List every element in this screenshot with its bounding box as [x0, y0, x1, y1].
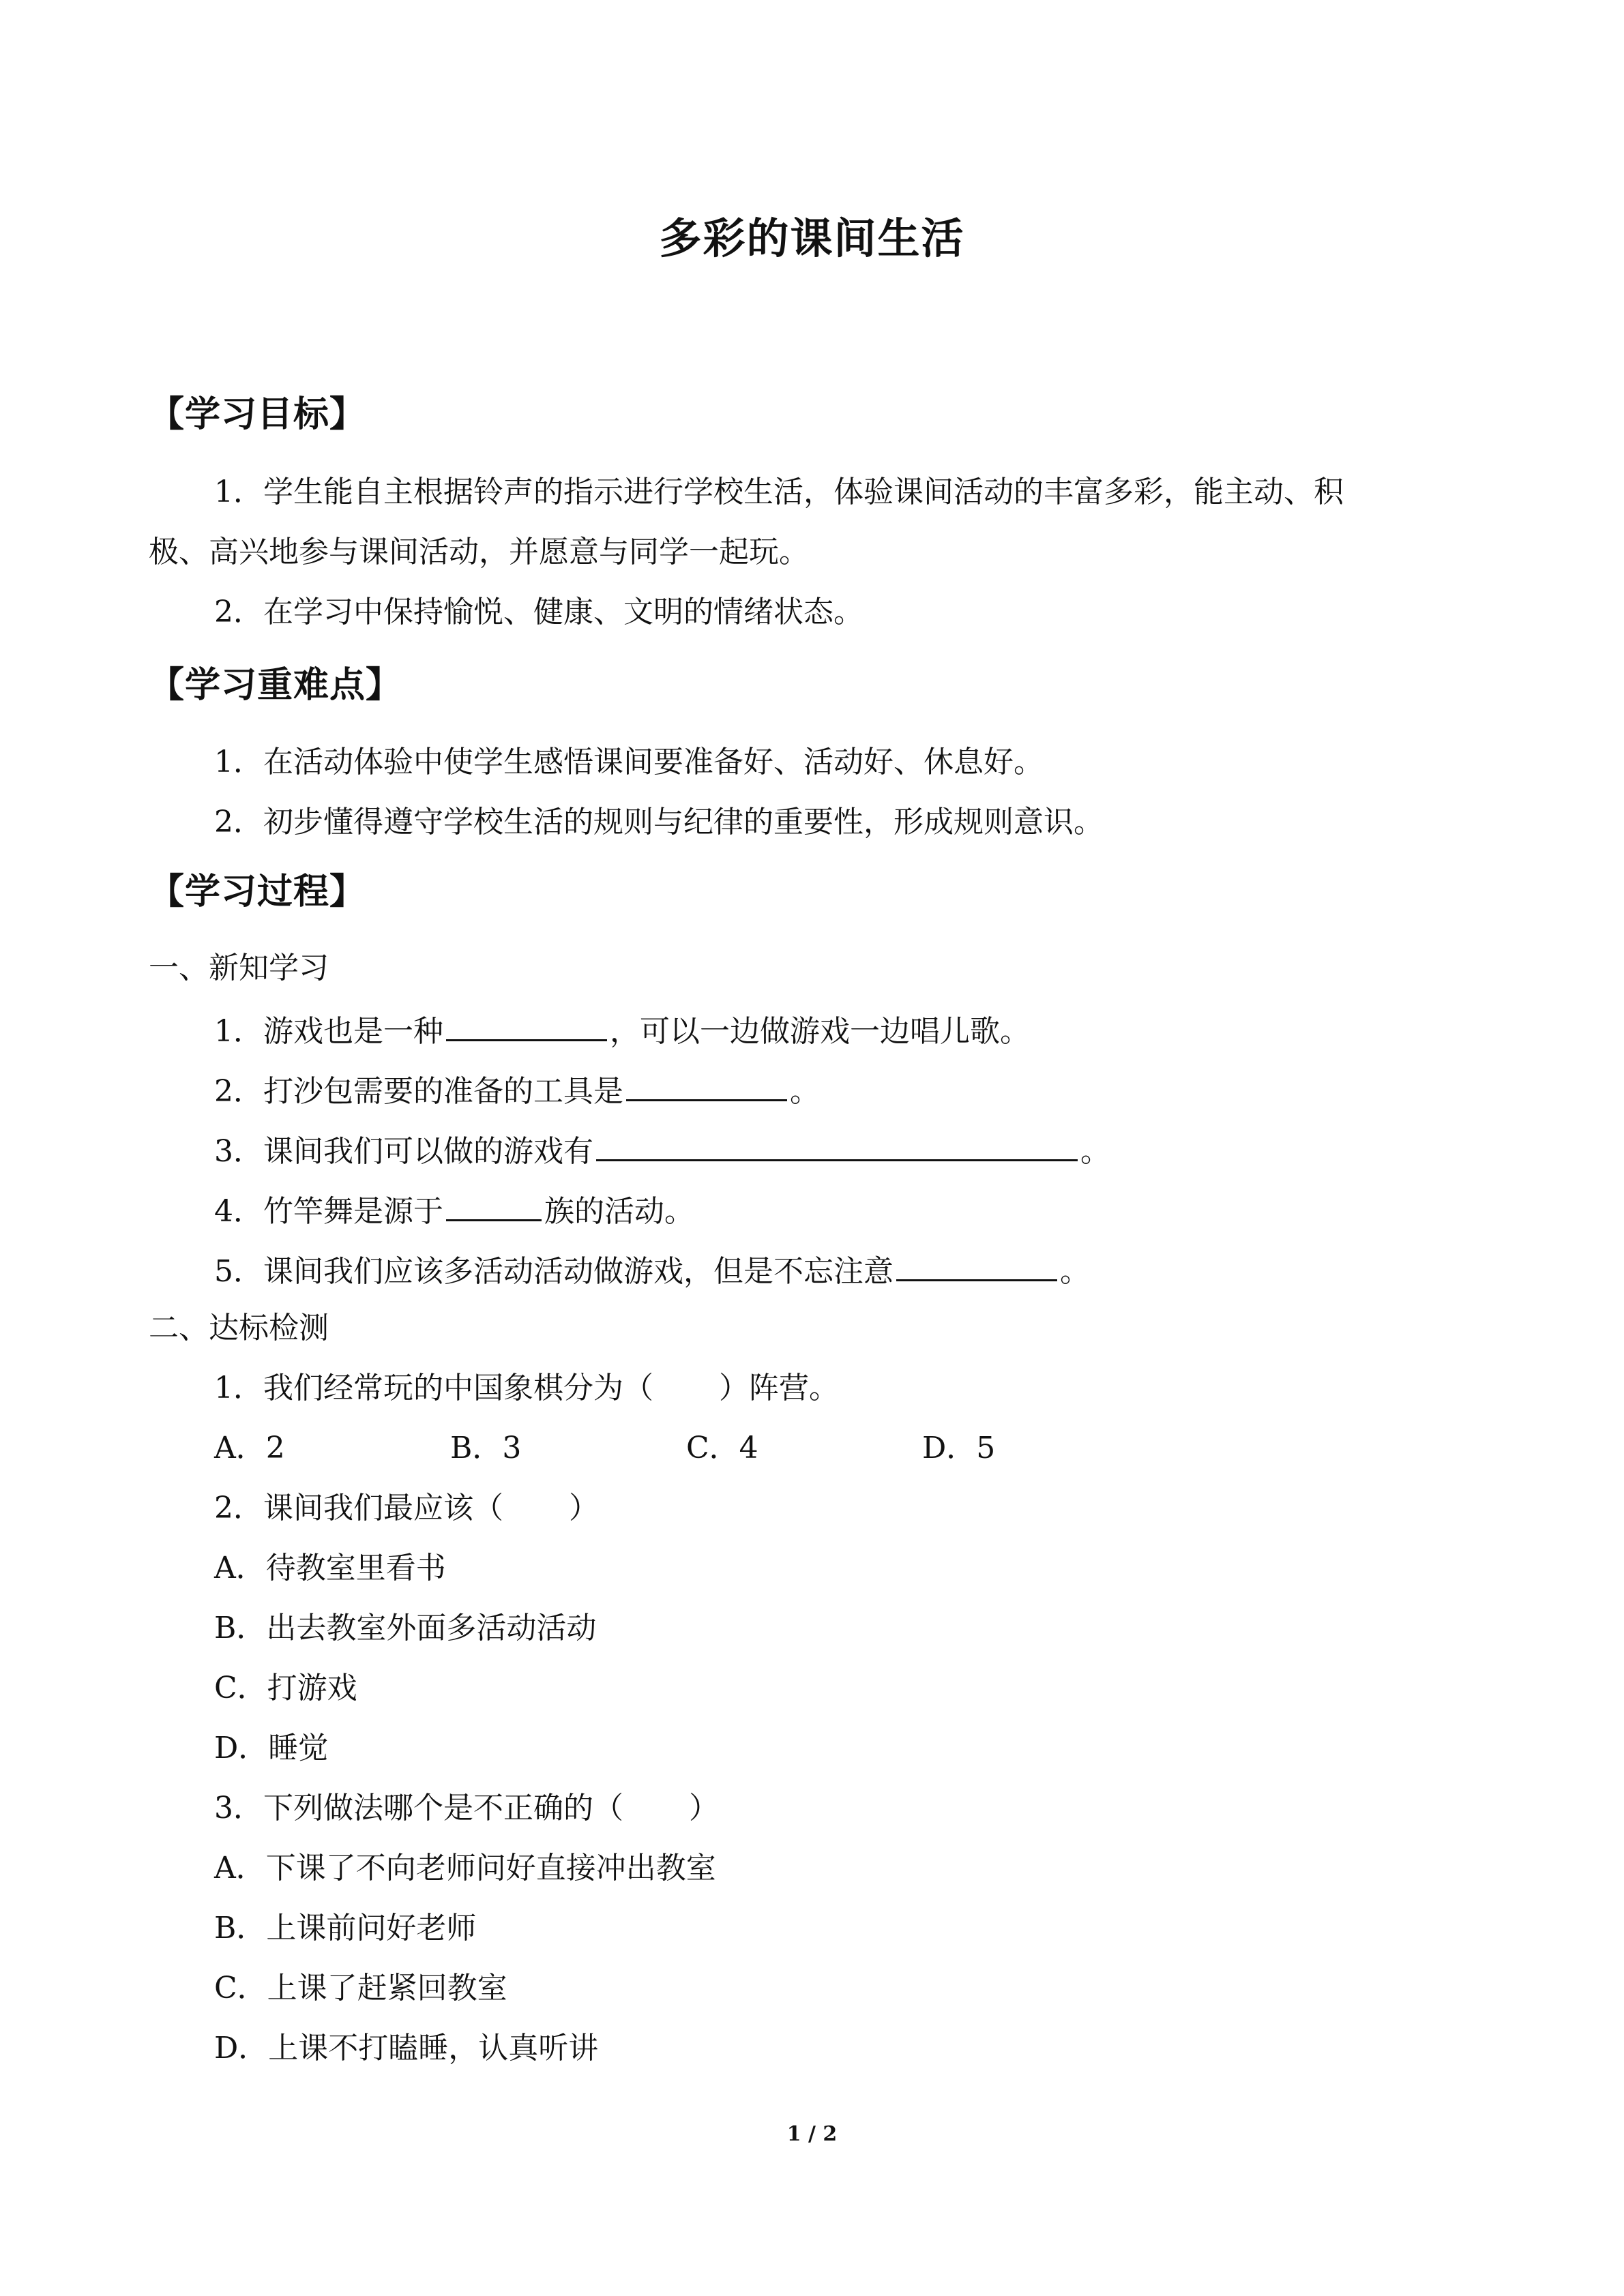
q3-option-d: D．上课不打瞌睡，认真听讲: [214, 2031, 599, 2066]
fill-question-4-text: 4．竹竿舞是源于: [214, 1194, 443, 1229]
section-heading-process: 【学习过程】: [149, 871, 366, 912]
choice-question-1-text-after: ）阵营。: [719, 1371, 839, 1405]
answer-blank: [626, 1068, 787, 1101]
choice-question-1: [214, 1368, 839, 1409]
fill-question-3: [214, 1128, 1110, 1172]
q1-option-d: D．5: [922, 1431, 996, 1465]
q3-option-b: B．上课前问好老师: [214, 1911, 477, 1945]
fill-question-2-text: 2．打沙包需要的准备的工具是: [214, 1074, 623, 1109]
section-heading-key-points: 【学习重难点】: [149, 665, 402, 706]
answer-blank: [596, 1128, 1078, 1161]
choice-question-3-text: 3．下列做法哪个是不正确的（: [214, 1791, 623, 1825]
q3-option-c: C．上课了赶紧回教室: [214, 1971, 507, 2006]
fill-question-2-text-after: 。: [790, 1074, 820, 1109]
choice-question-2-text-after: ）: [569, 1491, 599, 1525]
goal-item-1-line-1: 1．学生能自主根据铃声的指示进行学校生活，体验课间活动的丰富多彩，能主动、积: [214, 475, 1344, 509]
choice-question-2-text: 2．课间我们最应该（: [214, 1491, 503, 1525]
q2-option-d: D．睡觉: [214, 1731, 329, 1765]
fill-question-1: [214, 1008, 1030, 1052]
q2-option-b: B．出去教室外面多活动活动: [214, 1611, 597, 1645]
q1-option-a: A．2: [214, 1431, 285, 1465]
fill-question-1-text: 1．游戏也是一种: [214, 1014, 443, 1049]
fill-question-4: [214, 1188, 694, 1232]
q2-option-c: C．打游戏: [214, 1671, 357, 1705]
answer-blank: [446, 1188, 542, 1221]
fill-question-5: [214, 1248, 1090, 1292]
fill-question-5-text: 5．课间我们应该多活动活动做游戏，但是不忘注意: [214, 1254, 894, 1289]
answer-blank: [896, 1248, 1057, 1281]
choice-question-1-text: 1．我们经常玩的中国象棋分为（: [214, 1371, 653, 1405]
q3-option-a: A．下课了不向老师问好直接冲出教室: [214, 1851, 716, 1885]
fill-question-2: [214, 1068, 820, 1112]
page-title: 多彩的课间生活: [659, 213, 965, 263]
choice-question-3: [214, 1788, 719, 1829]
fill-question-1-text-after: ，可以一边做游戏一边唱儿歌。: [610, 1014, 1030, 1049]
fill-question-4-text-after: 族的活动。: [544, 1194, 694, 1229]
page-number: 1 / 2: [786, 2122, 838, 2146]
q2-option-a: A．待教室里看书: [214, 1551, 446, 1585]
part1-title: 一、新知学习: [149, 951, 329, 985]
key-point-item-2: 2．初步懂得遵守学校生活的规则与纪律的重要性，形成规则意识。: [214, 805, 1104, 839]
choice-question-2: [214, 1488, 599, 1529]
goal-item-1-line-2: 极、高兴地参与课间活动，并愿意与同学一起玩。: [149, 535, 809, 569]
q1-option-c: C．4: [686, 1431, 758, 1465]
q1-option-b: B．3: [450, 1431, 522, 1465]
fill-question-3-text: 3．课间我们可以做的游戏有: [214, 1134, 593, 1169]
fill-question-5-text-after: 。: [1060, 1254, 1090, 1289]
fill-question-3-text-after: 。: [1080, 1134, 1110, 1169]
section-heading-goals: 【学习目标】: [149, 394, 366, 435]
choice-question-3-text-after: ）: [689, 1791, 719, 1825]
part2-title: 二、达标检测: [149, 1311, 329, 1345]
key-point-item-1: 1．在活动体验中使学生感悟课间要准备好、活动好、休息好。: [214, 745, 1044, 779]
goal-item-2: 2．在学习中保持愉悦、健康、文明的情绪状态。: [214, 595, 863, 629]
answer-blank: [446, 1008, 607, 1041]
